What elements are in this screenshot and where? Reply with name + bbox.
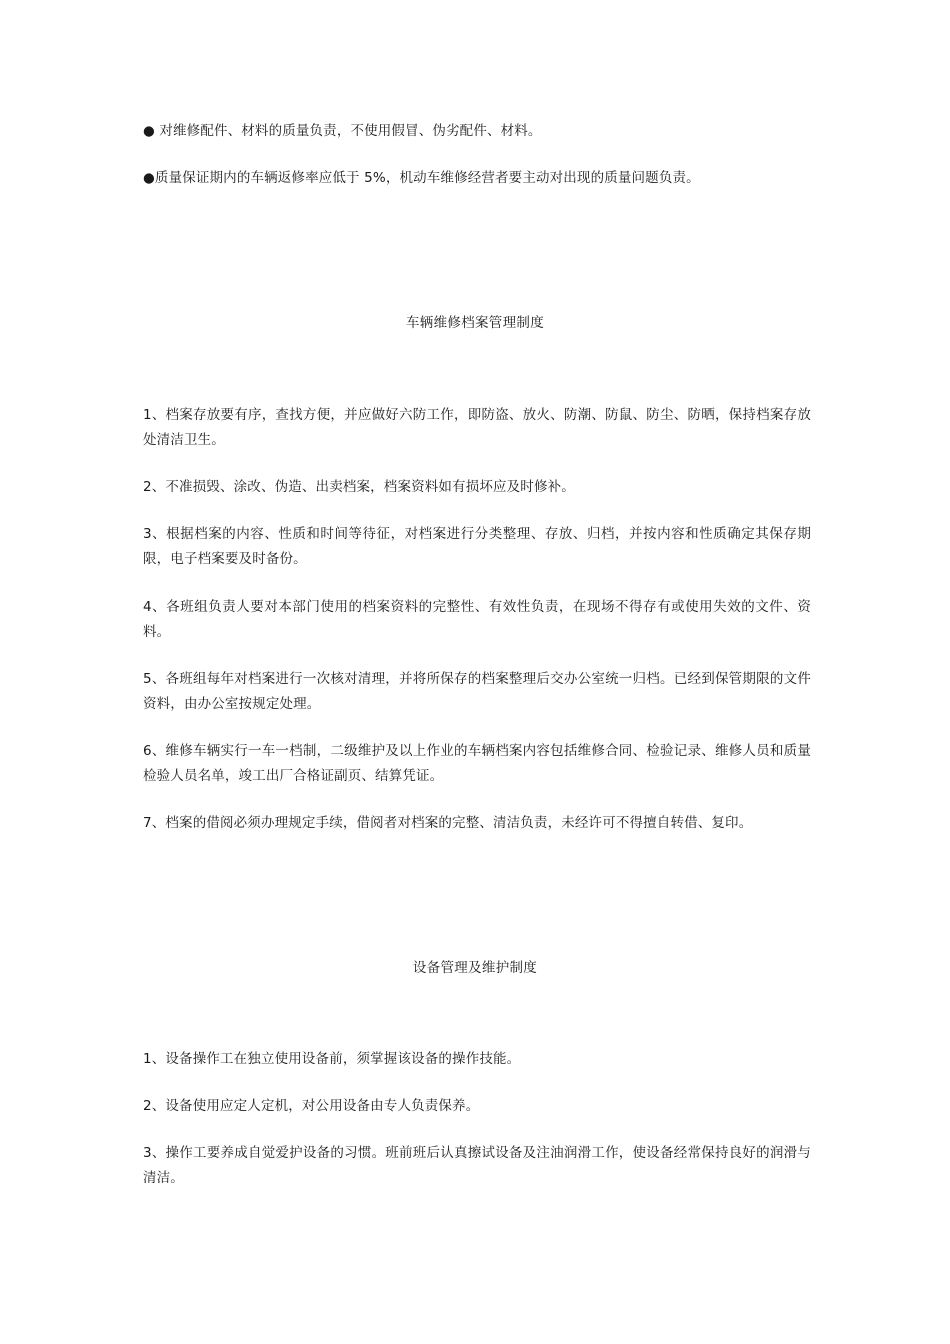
archive-rule-item: 5、各班组每年对档案进行一次核对清理，并将所保存的档案整理后交办公室统一归档。已经到保管期限的文件资料，由办公室按规定处理。: [143, 671, 811, 712]
equipment-rule-item: 3、操作工要养成自觉爱护设备的习惯。班前班后认真擦试设备及注油润滑工作，使设备经常保持良好的润滑与清洁。: [143, 1145, 811, 1186]
equipment-rule-item: 1、设备操作工在独立使用设备前，须掌握该设备的操作技能。: [143, 1051, 521, 1067]
bullet-paragraph: ●质量保证期内的车辆返修率应低于 5%，机动车维修经营者要主动对出现的质量问题负责。: [143, 170, 700, 186]
bullet-paragraph: ● 对维修配件、材料的质量负责，不使用假冒、伪劣配件、材料。: [143, 123, 542, 139]
section-title-archive-management: 车辆维修档案管理制度: [406, 315, 544, 331]
archive-rule-item: 7、档案的借阅必须办理规定手续，借阅者对档案的完整、清洁负责，未经许可不得擅自转借、复印。: [143, 815, 753, 831]
archive-rule-item: 3、根据档案的内容、性质和时间等待征，对档案进行分类整理、存放、归档，并按内容和性质确定其保存期限，电子档案要及时备份。: [143, 526, 811, 567]
archive-rule-item: 6、维修车辆实行一车一档制，二级维护及以上作业的车辆档案内容包括维修合同、检验记录、维修人员和质量检验人员名单，竣工出厂合格证副页、结算凭证。: [143, 743, 811, 784]
equipment-rule-item: 2、设备使用应定人定机，对公用设备由专人负责保养。: [143, 1098, 480, 1114]
archive-rule-item: 1、档案存放要有序，查找方便，并应做好六防工作，即防盗、放火、防潮、防鼠、防尘、防晒，保持档案存放处清洁卫生。: [143, 407, 811, 448]
archive-rule-item: 2、不准损毁、涂改、伪造、出卖档案，档案资料如有损坏应及时修补。: [143, 479, 575, 495]
archive-rule-item: 4、各班组负责人要对本部门使用的档案资料的完整性、有效性负责，在现场不得存有或使用失效的文件、资料。: [143, 599, 811, 640]
section-title-equipment-management: 设备管理及维护制度: [412, 960, 538, 976]
